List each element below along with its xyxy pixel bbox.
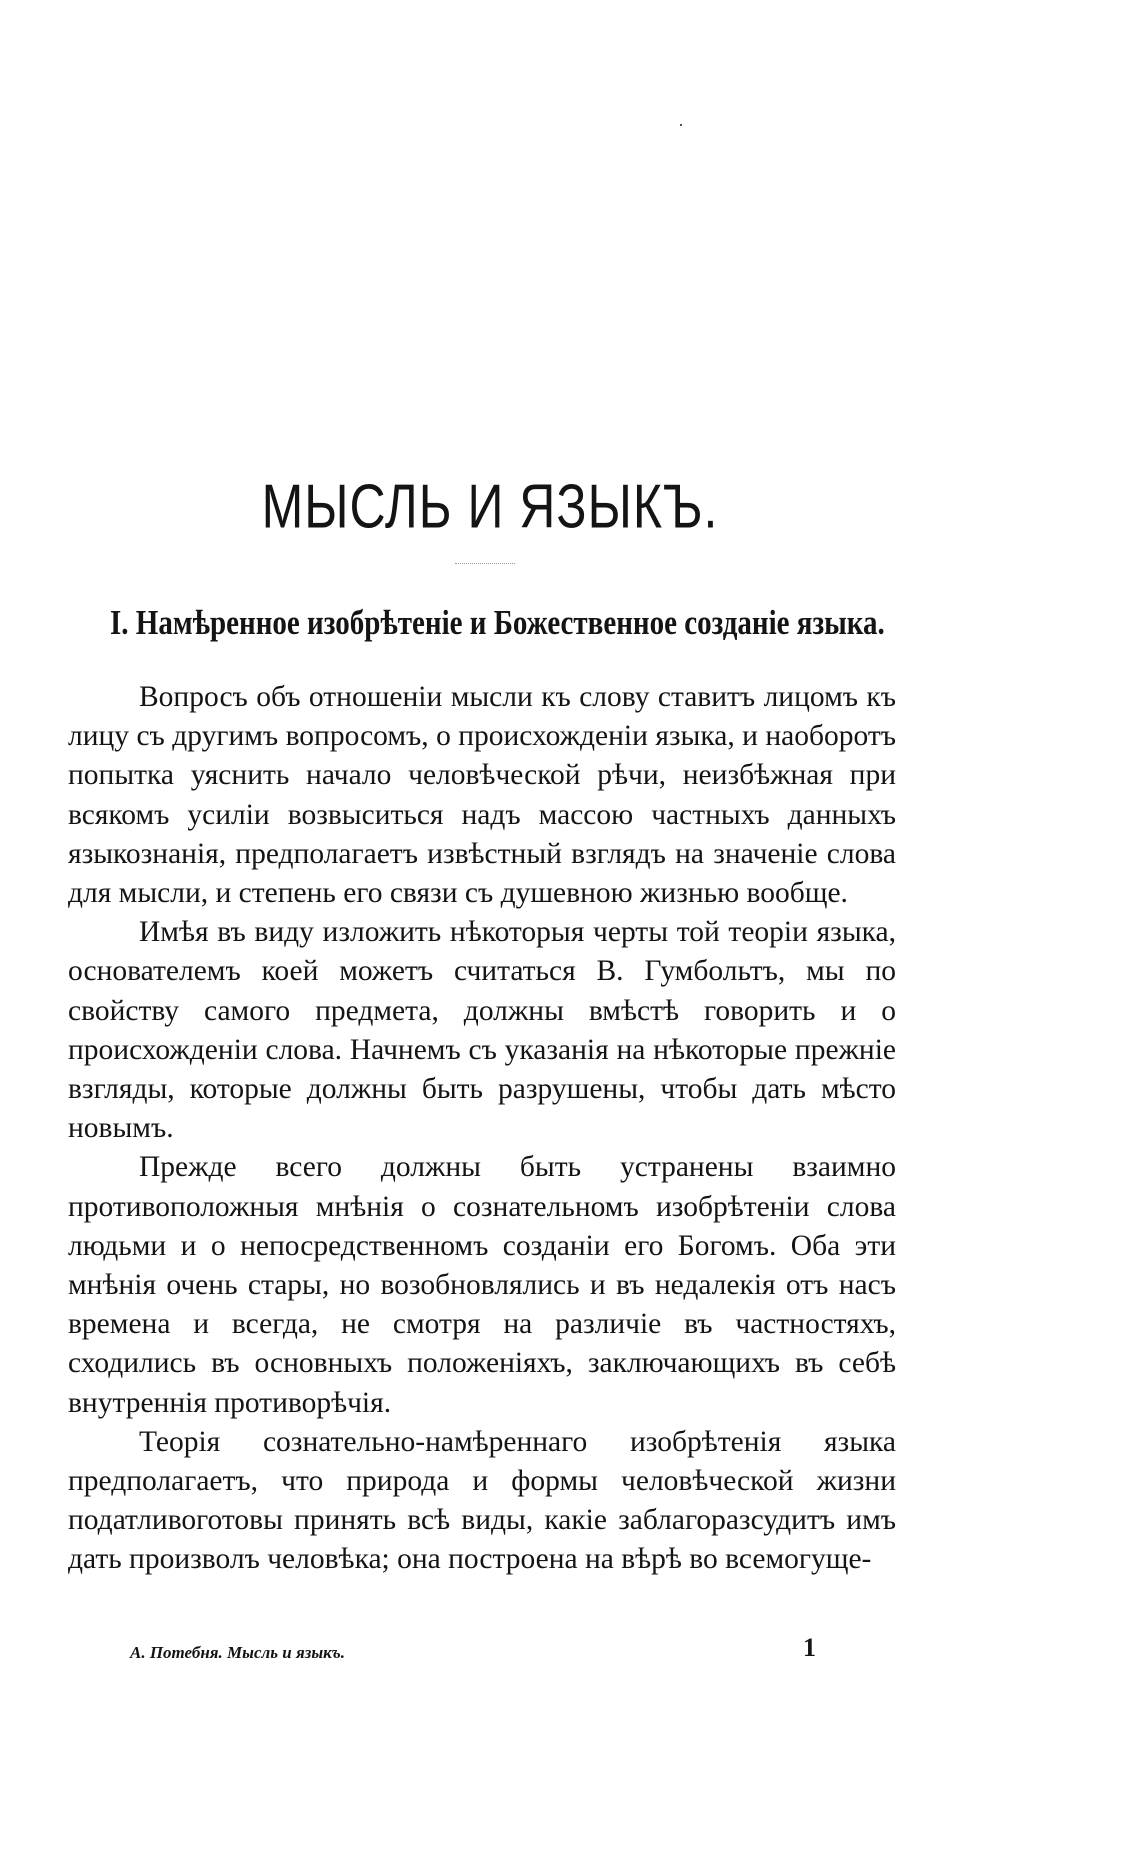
page-title: МЫСЛЬ И ЯЗЫКЪ. [261,471,719,542]
paragraph: Прежде всего должны быть устранены взаимно противоположныя мнѣнія о сознательномъ изобрѣтеніи слова людьми и о непосредственномъ созданіи его Богомъ. Оба эти мнѣнія очень стары, но возобновлялись и въ недалекія отъ насъ времена и всегда, не смотря на различіе въ частностяхъ, сходились въ основныхъ положеніяхъ, заключающихъ въ себѣ внутреннія противорѣчія. [68,1151,896,1419]
body-text [68,678,896,1580]
footer-signature: А. Потебня. Мысль и языкъ. [130,1643,345,1662]
paragraph: Вопросъ объ отношеніи мысли къ слову ставитъ лицомъ къ лицу съ другимъ вопросомъ, о происхожденіи языка, и наоборотъ попытка уяснить начало человѣческой рѣчи, неизбѣжная при всякомъ усиліи возвыситься надъ массою частныхъ данныхъ языкознанія, предполагаетъ извѣстный взглядъ на значеніе слова для мысли, и степень его связи съ душевною жизнью вообще. [68,681,896,910]
title-divider [455,563,515,564]
chapter-heading: I. Намѣренное изобрѣтеніе и Божественное созданіе языка. [110,604,885,643]
paragraph: Имѣя въ виду изложить нѣкоторыя черты той теоріи языка, основателемъ коей можетъ считаться В. Гумбольтъ, мы по свойству самого предмета, должны вмѣстѣ говорить и о происхожденіи слова. Начнемъ съ указанія на нѣкоторые прежніе взгляды, которые должны быть разрушены, чтобы дать мѣсто новымъ. [68,916,896,1145]
page-number: 1 [803,1633,816,1662]
paragraph: Теорія сознательно-намѣреннаго изобрѣтенія языка предполагаетъ, что природа и формы человѣческой жизни податливоготовы принять всѣ виды, какіе заблагоразсудитъ имъ дать произволъ человѣка; она построена на вѣрѣ во всемогуще- [68,1425,896,1576]
print-speck [680,124,682,126]
